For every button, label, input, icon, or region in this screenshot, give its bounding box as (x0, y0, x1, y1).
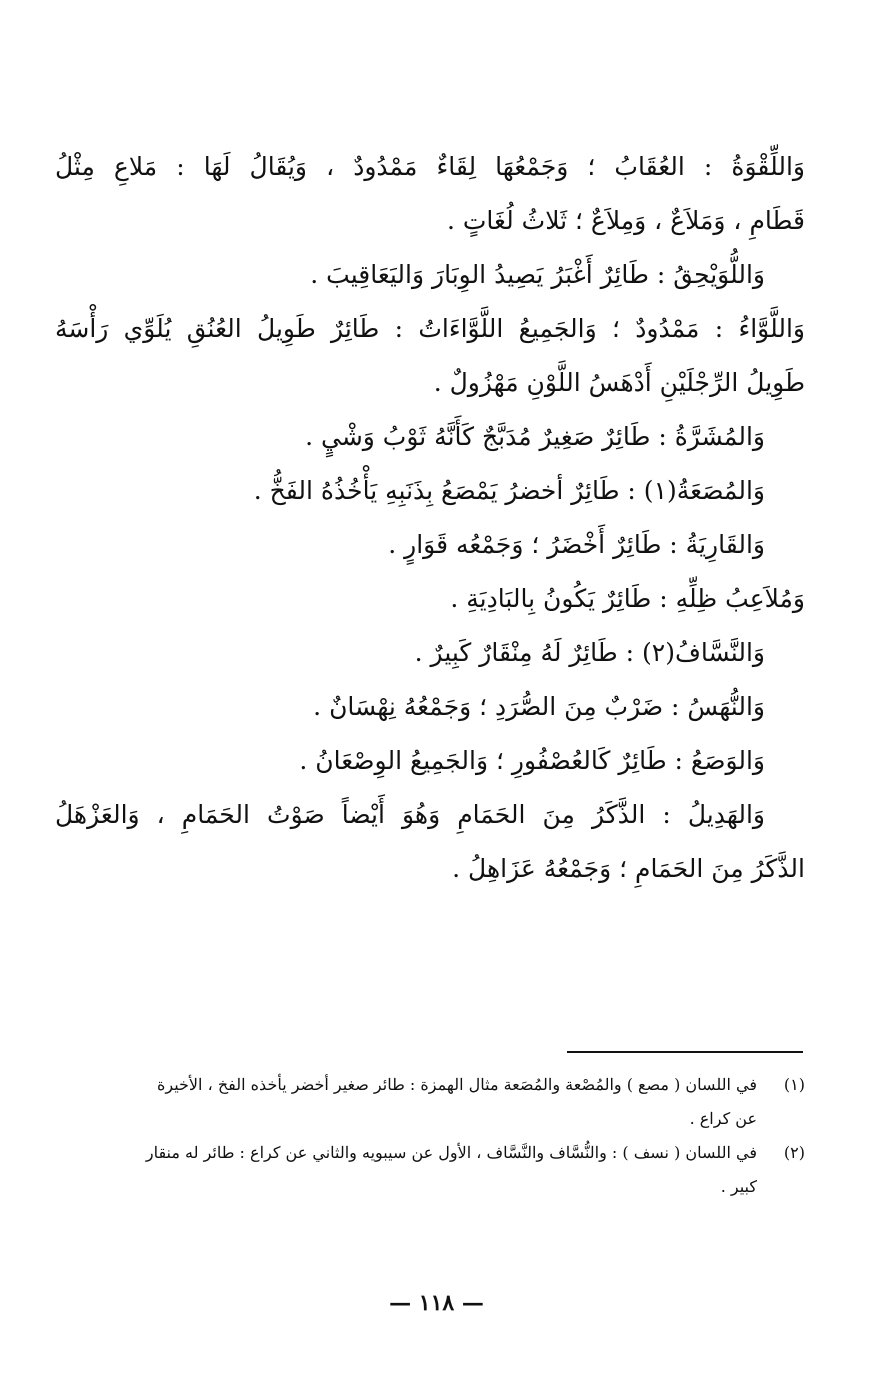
text-line: وَاللَّوَّاءُ : مَمْدُودٌ ؛ وَالجَمِيعُ اللَّوَّاءَاتُ : طَائِرٌ طَوِيلُ العُنُقِ يُلَوِّي رَأْسَهُ (55, 314, 805, 343)
text-line: وَاللُّوَيْحِقُ : طَائِرٌ أَغْبَرُ يَصِيدُ الوِبَارَ وَاليَعَاقِيبَ . (310, 260, 765, 289)
page-number: — ١١٨ — (389, 1290, 484, 1316)
footnote (55, 1136, 805, 1204)
text-line: وَالمُصَعَةُ(١) : طَائِرٌ أخضرُ يَمْصَعُ بِذَنَبِهِ يَأْخُذُهُ الفَخُّ . (253, 476, 765, 505)
text-line: وَالمُشَرَّةُ : طَائِرٌ صَغِيرٌ مُدَبَّجٌ كَأَنَّهُ ثَوْبُ وَشْيٍ . (305, 422, 765, 451)
text-line: قَطَامِ ، وَمَلاَعٌ ، وَمِلاَعٌ ؛ ثَلاثُ لُغَاتٍ . (447, 206, 805, 235)
footnotes (55, 1068, 805, 1204)
footnote-separator (567, 1051, 803, 1053)
text-line: وَمُلاَعِبُ ظِلِّهِ : طَائِرٌ يَكُونُ بِالبَادِيَةِ . (450, 584, 805, 613)
footnote-line: كبير . (720, 1177, 757, 1196)
footnote-text (55, 1068, 757, 1136)
text-line: وَالنَّسَّافُ(٢) : طَائِرٌ لَهُ مِنْقَارٌ كَبِيرٌ . (414, 638, 765, 667)
footnote-text (55, 1136, 757, 1204)
footnote-number: (٢) (783, 1143, 805, 1162)
footnote (55, 1068, 805, 1136)
text-line: وَالقَارِيَةُ : طَائِرٌ أَخْضَرُ ؛ وَجَمْعُه قَوَارٍ . (388, 530, 765, 559)
footnote-number: (١) (783, 1075, 805, 1094)
text-line: الذَّكَرُ مِنَ الحَمَامِ ؛ وَجَمْعُهُ عَزَاهِلُ . (452, 854, 805, 883)
footnote-line: في اللسان ( نسف ) : والنُّسَّاف والنَّسَّاف ، الأول عن سيبويه والثاني عن كراع : طائر له منقار (145, 1143, 757, 1162)
footnote-line: في اللسان ( مصع ) والمُصْعة والمُصَعة مثال الهمزة : طائر صغير أخضر يأخذه الفخ ، الأخيرة (157, 1075, 757, 1094)
footnote-line: عن كراع . (689, 1109, 757, 1128)
text-line: وَالهَدِيلُ : الذَّكَرُ مِنَ الحَمَامِ وَهُوَ أَيْضاً صَوْتُ الحَمَامِ ، وَالعَزْهَلُ (55, 800, 765, 829)
text-line: وَالنُّهَسُ : ضَرْبٌ مِنَ الصُّرَدِ ؛ وَجَمْعُهُ نِهْسَانٌ . (313, 692, 765, 721)
text-line: طَوِيلُ الرِّجْلَيْنِ أَدْهَسُ اللَّوْنِ مَهْزُولٌ . (433, 368, 805, 397)
text-line: وَالوَصَعُ : طَائِرٌ كَالعُصْفُورِ ؛ وَالجَمِيعُ الوِصْعَانُ . (299, 746, 765, 775)
main-text-block (55, 140, 805, 896)
text-line: وَاللِّقْوَةُ : العُقَابُ ؛ وَجَمْعُهَا لِقَاءٌ مَمْدُودٌ ، وَيُقَالُ لَهَا : مَلاعِ مِثْلُ (55, 152, 805, 181)
